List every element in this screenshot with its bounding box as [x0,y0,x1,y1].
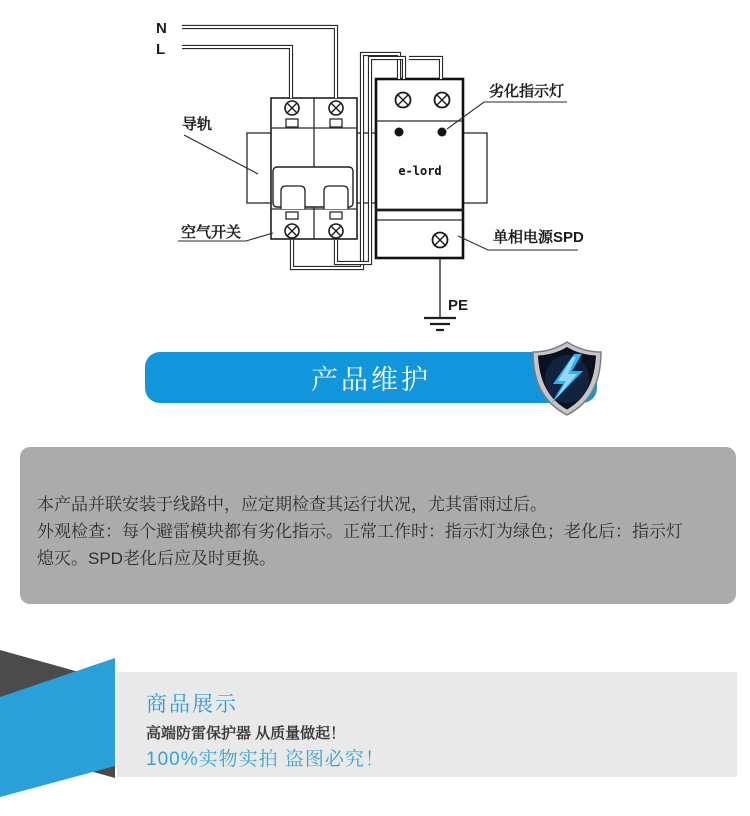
showcase-subtitle: 高端防雷保护器 从质量做起！ [146,725,346,742]
showcase-title: 商品展示 [146,693,238,716]
label-breaker [178,223,273,241]
svg-text:单相电源SPD: 单相电源SPD [493,229,584,246]
wiring-diagram [0,0,750,345]
brand-text: e-lord [398,164,442,178]
indicator-led [438,128,447,137]
circuit-breaker [271,98,357,239]
indicator-led [395,128,404,137]
label-spd [458,228,584,250]
maintenance-line: 本产品并联安装于线路中，应定期检查其运行状况，尤其雷雨过后。 [37,495,547,514]
ribbon-decoration [0,645,135,815]
earth-ground-symbol [424,258,456,330]
breaker-handle-notch [324,186,348,209]
breaker-handle-notch [281,186,305,209]
svg-text:导轨: 导轨 [182,116,213,133]
spd-device [375,79,464,258]
wire-label-l: L [156,41,166,58]
banner-title: 产品维护 [311,365,431,395]
label-indicator [447,82,567,129]
maintenance-line: 熄灭。SPD老化后应及时更换。 [37,549,276,568]
maintenance-line: 外观检查：每个避雷模块都有劣化指示。正常工作时：指示灯为绿色；老化后：指示灯 [37,522,683,541]
shield-lightning-icon [528,341,606,417]
showcase-slogan: 100%实物实拍 盗图必究！ [146,749,385,770]
maintenance-text [37,491,722,572]
label-pe: PE [448,297,469,314]
svg-text:劣化指示灯: 劣化指示灯 [489,83,565,100]
wire-label-n: N [156,20,167,37]
maintenance-info-box [20,447,736,604]
svg-text:空气开关: 空气开关 [181,224,242,241]
